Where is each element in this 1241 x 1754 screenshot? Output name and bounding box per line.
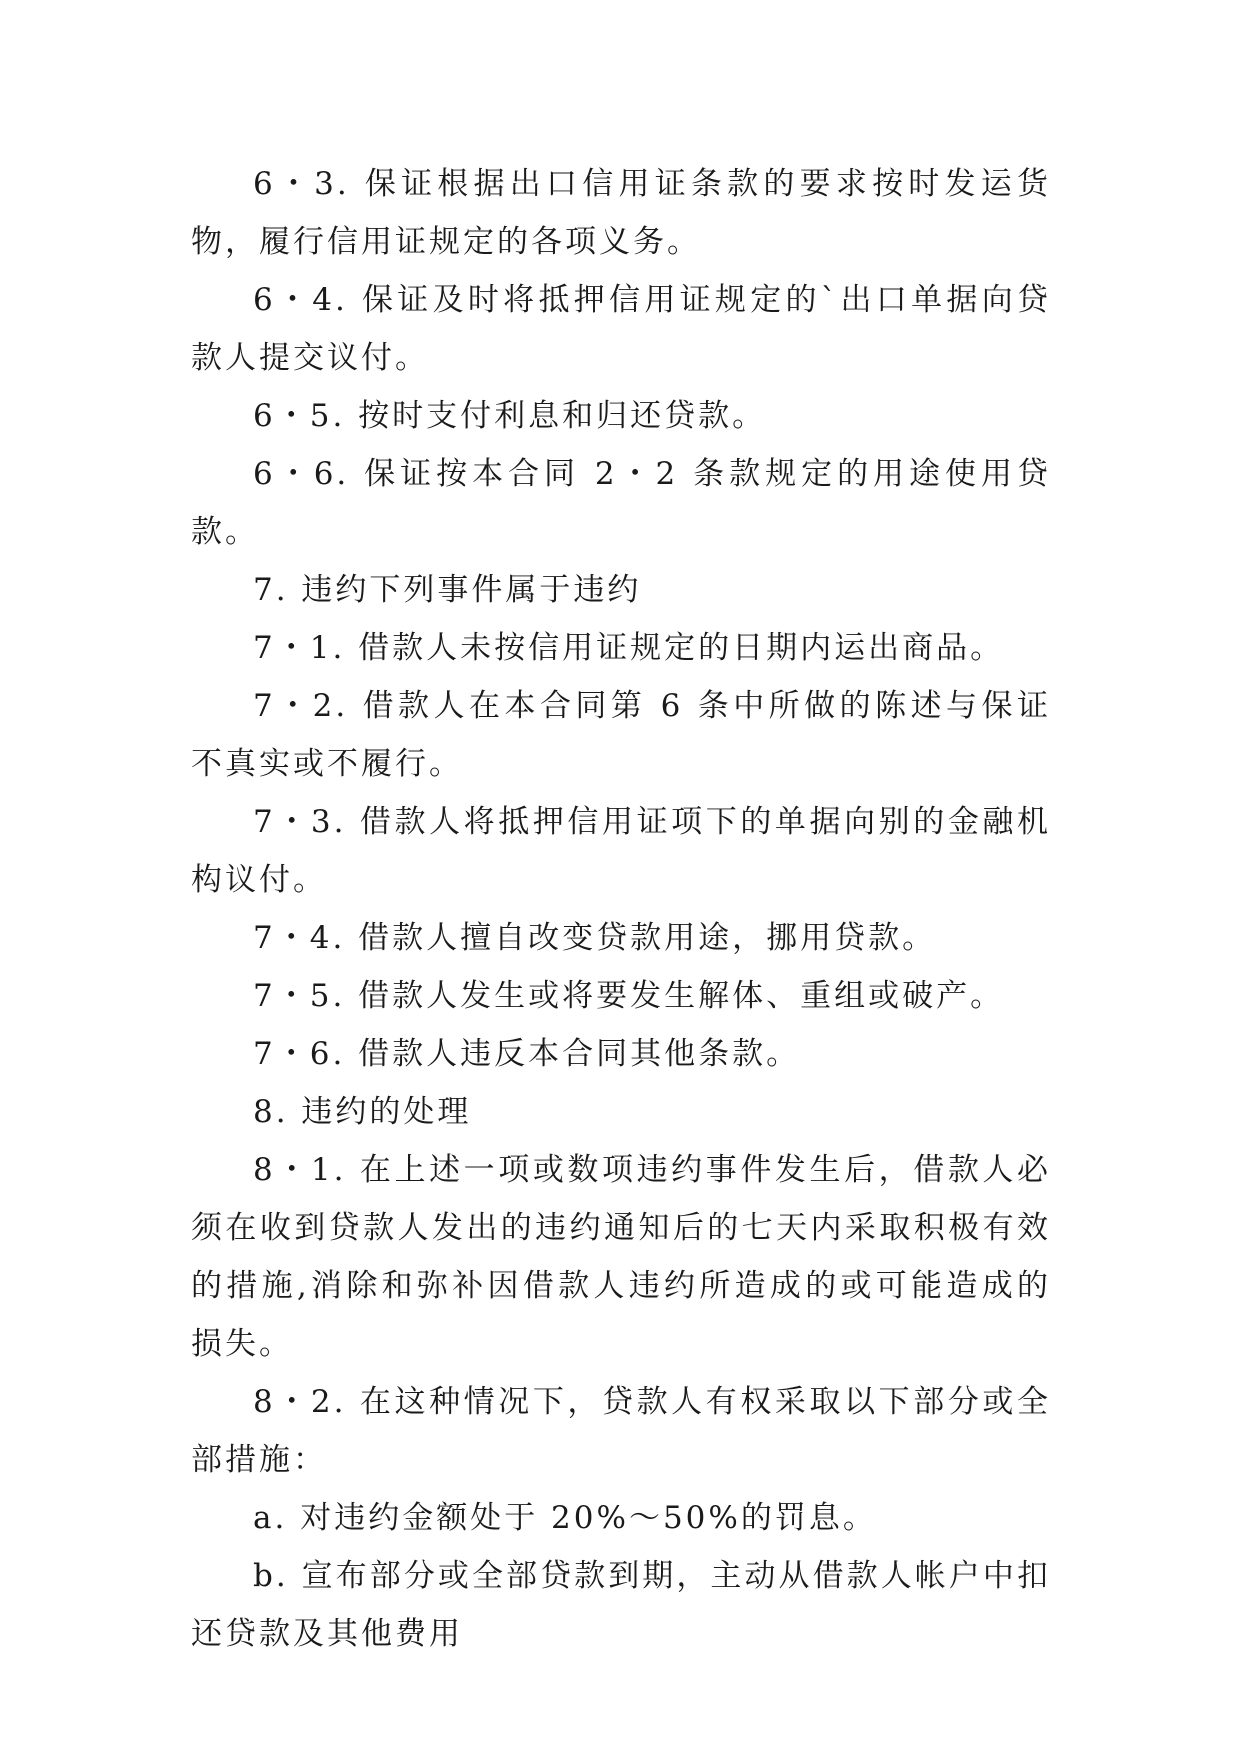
clause-7-3: 7・3. 借款人将抵押信用证项下的单据向别的金融机构议付。 — [191, 804, 1051, 898]
clause-6-4: 6・4. 保证及时将抵押信用证规定的`出口单据向贷款人提交议付。 — [191, 282, 1051, 376]
clause-7-2: 7・2. 借款人在本合同第 6 条中所做的陈述与保证不真实或不履行。 — [191, 688, 1051, 782]
clause-6-3: 6・3. 保证根据出口信用证条款的要求按时发运货物，履行信用证规定的各项义务。 — [191, 166, 1051, 260]
document-body — [191, 155, 1051, 1663]
clause-7-1: 7・1. 借款人未按信用证规定的日期内运出商品。 — [253, 630, 1005, 666]
measure-b: b. 宣布部分或全部贷款到期，主动从借款人帐户中扣还贷款及其他费用 — [191, 1558, 1051, 1652]
clause-8-1: 8・1. 在上述一项或数项违约事件发生后，借款人必须在收到贷款人发出的违约通知后的七天内采取积极有效的措施,消除和弥补因借款人违约所造成的或可能造成的损失。 — [191, 1152, 1051, 1362]
clause-6-6: 6・6. 保证按本合同 2・2 条款规定的用途使用贷款。 — [191, 456, 1051, 550]
clause-7-4: 7・4. 借款人擅自改变贷款用途，挪用贷款。 — [253, 920, 937, 956]
clause-8-2: 8・2. 在这种情况下，贷款人有权采取以下部分或全部措施： — [191, 1384, 1051, 1478]
clause-7-5: 7・5. 借款人发生或将要发生解体、重组或破产。 — [253, 978, 1005, 1014]
clause-6-5: 6・5. 按时支付利息和归还贷款。 — [253, 398, 767, 434]
clause-7-6: 7・6. 借款人违反本合同其他条款。 — [253, 1036, 801, 1072]
section-8-heading: 8. 违约的处理 — [253, 1094, 472, 1130]
measure-a: a. 对违约金额处于 20%～50%的罚息。 — [253, 1500, 877, 1536]
section-7-heading: 7. 违约下列事件属于违约 — [253, 572, 642, 608]
